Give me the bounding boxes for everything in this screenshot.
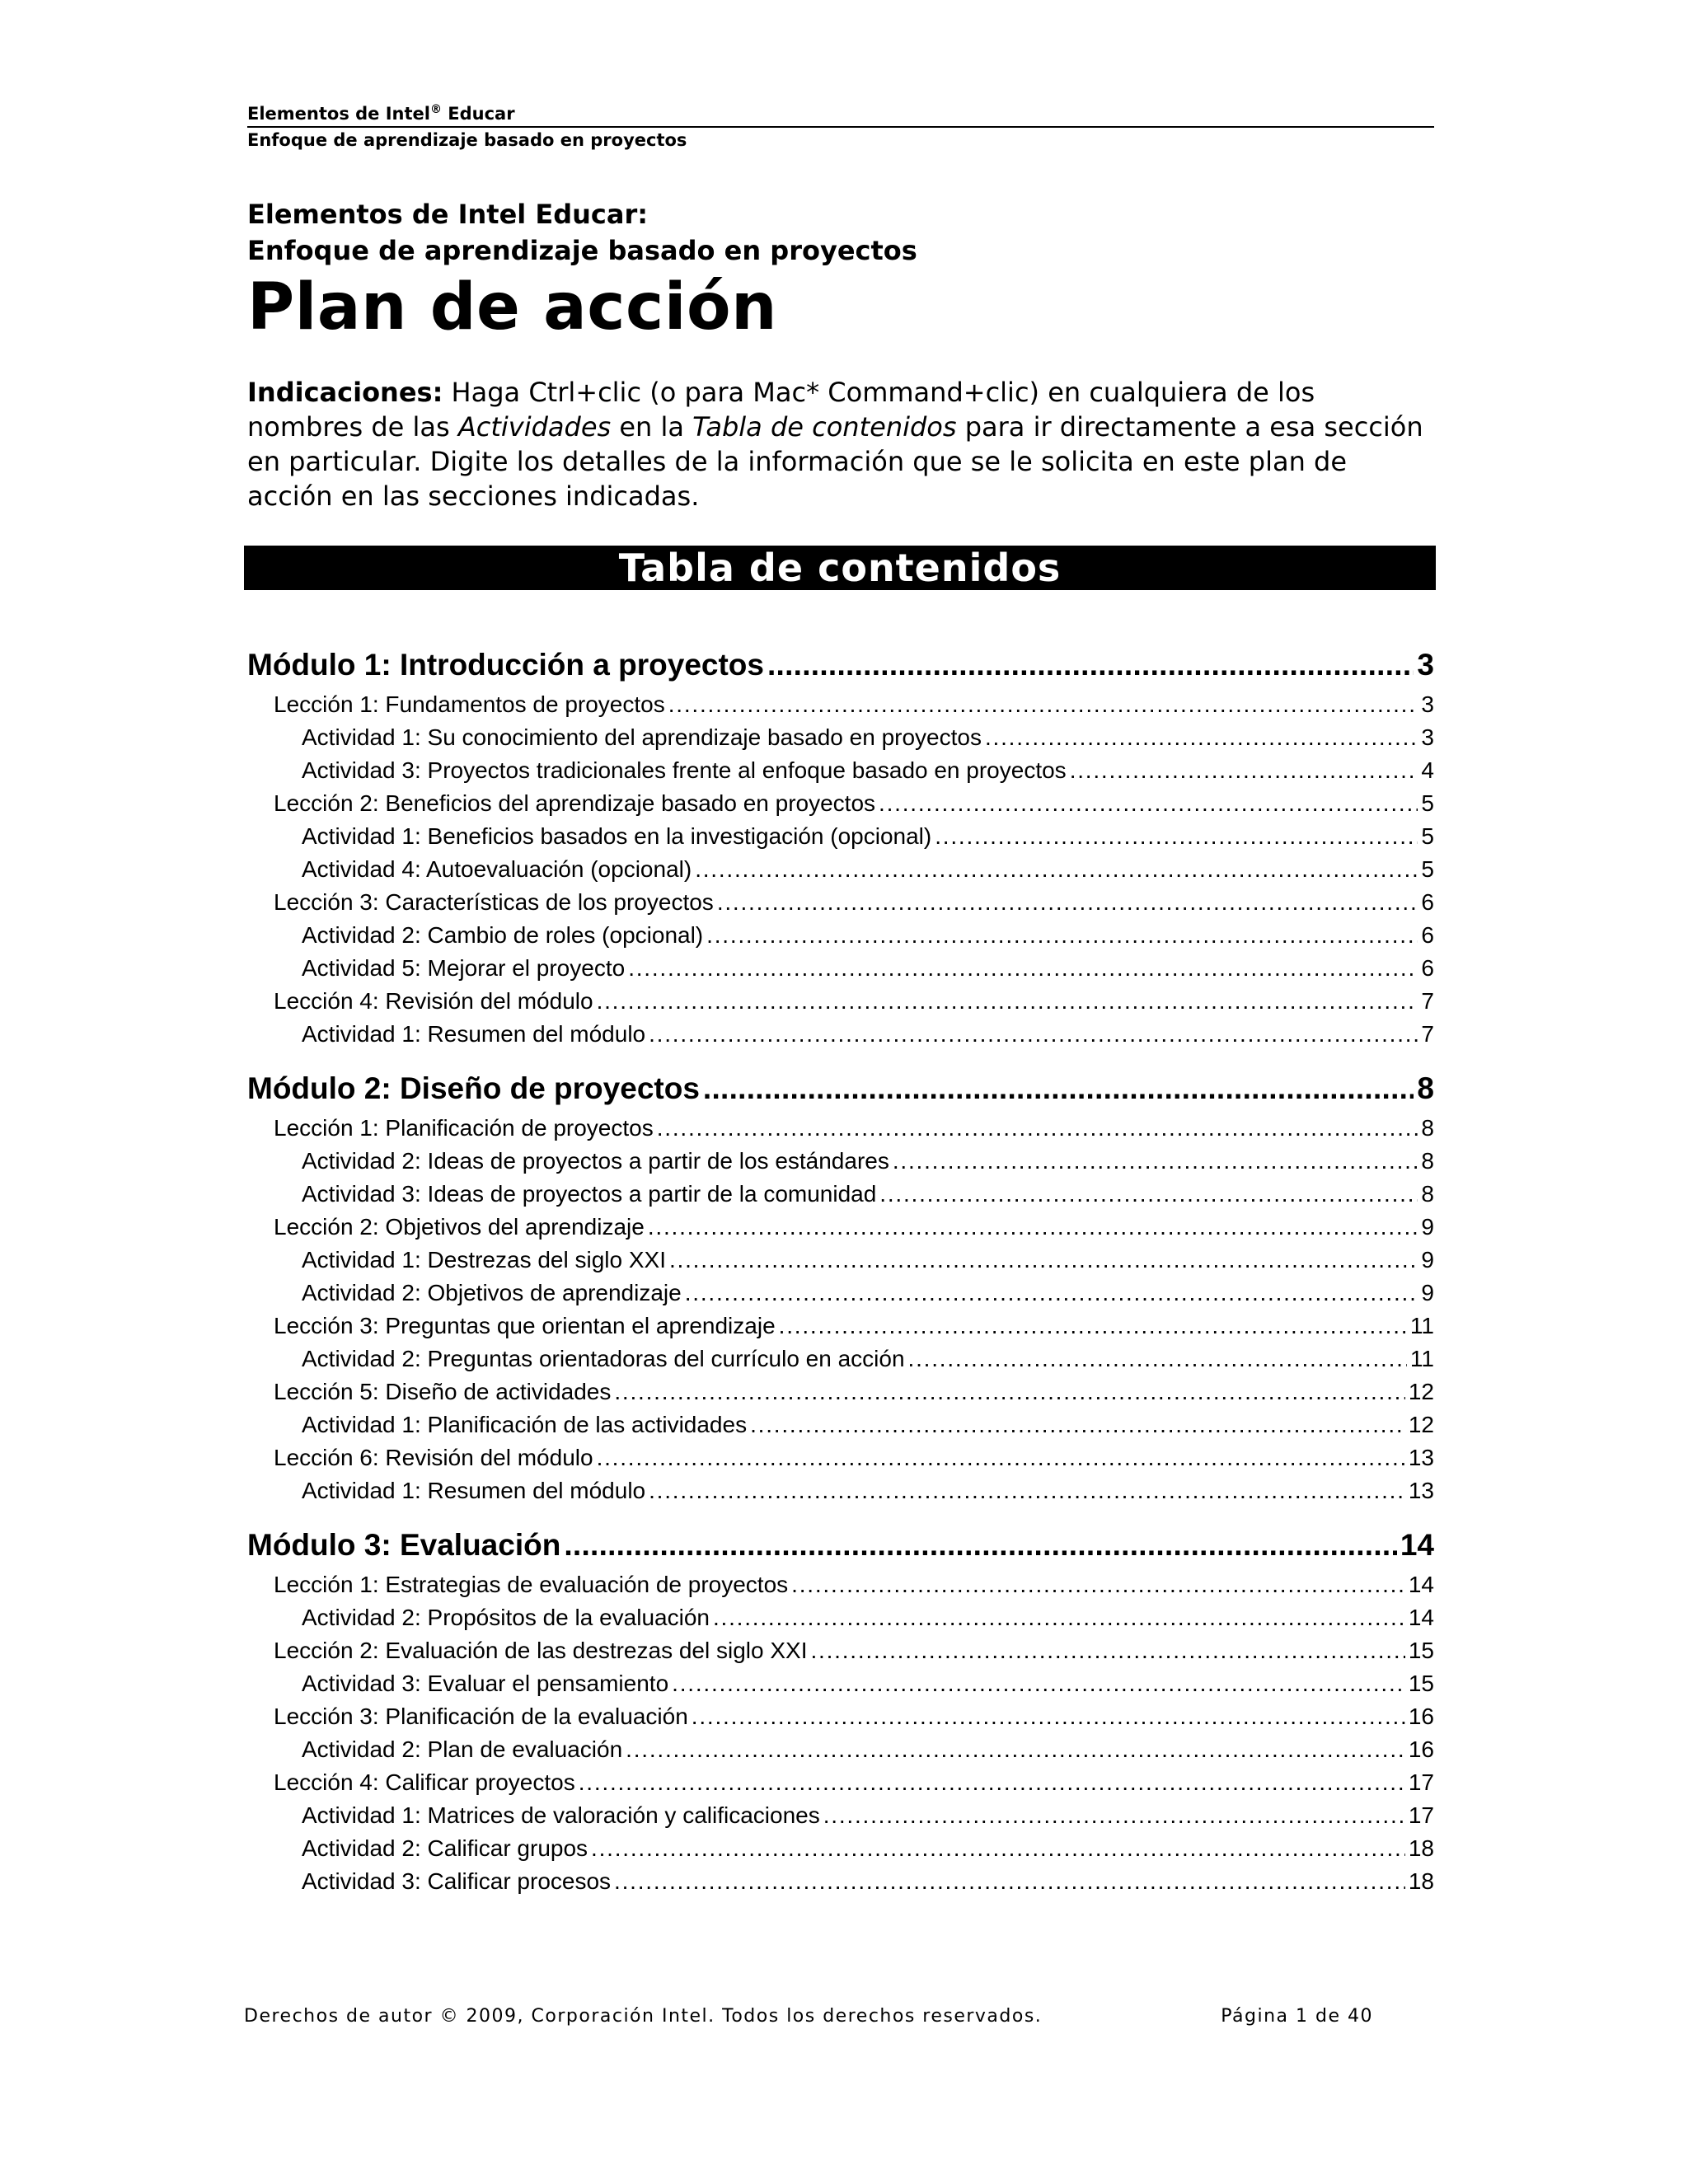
toc-entry-activity[interactable] bbox=[247, 721, 1434, 754]
toc-entry-page[interactable]: 3 bbox=[1417, 648, 1434, 682]
toc-entry-title[interactable]: Actividad 2: Objetivos de aprendizaje bbox=[302, 1280, 682, 1305]
toc-entry-title[interactable]: Actividad 1: Resumen del módulo bbox=[302, 1478, 646, 1503]
toc-entry-activity[interactable] bbox=[247, 1244, 1434, 1277]
toc-entry-page[interactable]: 7 bbox=[1421, 1021, 1434, 1047]
toc-entry-title[interactable]: Actividad 1: Planificación de las actividades bbox=[302, 1412, 748, 1437]
toc-dot-leader bbox=[935, 820, 1418, 853]
toc-dot-leader bbox=[1070, 754, 1418, 787]
toc-dot-leader bbox=[692, 1700, 1405, 1733]
toc-dot-leader bbox=[614, 1865, 1405, 1898]
toc-entry-lesson[interactable] bbox=[247, 688, 1434, 721]
toc-entry-activity[interactable] bbox=[247, 1018, 1434, 1051]
toc-entry-activity[interactable] bbox=[247, 754, 1434, 787]
toc-dot-leader bbox=[672, 1667, 1405, 1700]
toc-entry-title[interactable]: Actividad 1: Destrezas del siglo XXI bbox=[302, 1247, 666, 1272]
toc-gap bbox=[247, 1051, 1434, 1062]
toc-entry-page[interactable]: 6 bbox=[1421, 922, 1434, 948]
toc-entry-title[interactable]: Actividad 3: Proyectos tradicionales frente al enfoque basado en proyectos bbox=[302, 757, 1067, 783]
toc-entry-page[interactable]: 8 bbox=[1421, 1115, 1434, 1141]
toc-entry-page[interactable]: 14 bbox=[1408, 1605, 1434, 1630]
toc-dot-leader bbox=[591, 1832, 1405, 1865]
toc-entry-lesson[interactable] bbox=[247, 1568, 1434, 1601]
toc-dot-leader bbox=[597, 985, 1418, 1018]
toc-entry-lesson[interactable] bbox=[247, 1766, 1434, 1799]
toc-dot-leader bbox=[706, 919, 1418, 952]
toc-entry-page[interactable]: 9 bbox=[1421, 1247, 1434, 1272]
toc-entry-title[interactable]: Actividad 1: Su conocimiento del aprendizaje basado en proyectos bbox=[302, 724, 982, 750]
running-header-line1: Elementos de Intel® Educar bbox=[247, 103, 515, 124]
toc-entry-lesson[interactable] bbox=[247, 787, 1434, 820]
toc-entry-page[interactable]: 4 bbox=[1421, 757, 1434, 783]
toc-dot-leader bbox=[779, 1310, 1407, 1343]
toc-entry-activity[interactable] bbox=[247, 952, 1434, 985]
toc-entry-activity[interactable] bbox=[247, 1343, 1434, 1376]
toc-entry-lesson[interactable] bbox=[247, 985, 1434, 1018]
title-line1: Elementos de Intel Educar: bbox=[247, 199, 649, 230]
toc-entry-lesson[interactable] bbox=[247, 1441, 1434, 1474]
toc-entry-title[interactable]: Módulo 2: Diseño de proyectos bbox=[247, 1071, 700, 1105]
instructions-label: Indicaciones: bbox=[247, 377, 443, 408]
toc-entry-page[interactable]: 3 bbox=[1421, 724, 1434, 750]
toc-entry-activity[interactable] bbox=[247, 1145, 1434, 1178]
toc-entry-page[interactable]: 11 bbox=[1409, 1346, 1434, 1371]
toc-entry-title[interactable]: Actividad 2: Plan de evaluación bbox=[302, 1736, 623, 1762]
toc-entry-activity[interactable] bbox=[247, 1474, 1434, 1507]
toc-entry-page[interactable]: 11 bbox=[1409, 1313, 1434, 1338]
toc-dot-leader bbox=[767, 642, 1414, 688]
toc-dot-leader bbox=[564, 1522, 1397, 1568]
toc-entry-title[interactable]: Actividad 5: Mejorar el proyecto bbox=[302, 955, 626, 981]
toc-entry-lesson[interactable] bbox=[247, 1376, 1434, 1408]
toc-entry-title[interactable]: Lección 3: Preguntas que orientan el aprendizaje bbox=[274, 1313, 776, 1338]
running-header bbox=[247, 97, 1434, 152]
toc-entry-page[interactable]: 15 bbox=[1408, 1638, 1434, 1663]
toc-dot-leader bbox=[648, 1211, 1418, 1244]
toc-entry-page[interactable]: 7 bbox=[1421, 988, 1434, 1014]
toc-entry-lesson[interactable] bbox=[247, 1112, 1434, 1145]
toc-dot-leader bbox=[811, 1634, 1405, 1667]
toc-entry-title[interactable]: Actividad 1: Beneficios basados en la investigación (opcional) bbox=[302, 823, 932, 849]
toc-entry-activity[interactable] bbox=[247, 1799, 1434, 1832]
toc-entry-title[interactable]: Lección 3: Características de los proyectos bbox=[274, 889, 714, 915]
toc-entry-title[interactable]: Actividad 2: Cambio de roles (opcional) bbox=[302, 922, 704, 948]
toc-entry-title[interactable]: Módulo 1: Introducción a proyectos bbox=[247, 648, 764, 682]
toc-dot-leader bbox=[713, 1601, 1405, 1634]
toc-entry-page[interactable]: 5 bbox=[1421, 790, 1434, 816]
registered-mark: ® bbox=[429, 103, 442, 116]
toc-dot-leader bbox=[908, 1343, 1407, 1376]
toc-entry-page[interactable]: 3 bbox=[1421, 691, 1434, 717]
toc-entry-activity[interactable] bbox=[247, 919, 1434, 952]
toc-dot-leader bbox=[669, 1244, 1418, 1277]
toc-entry-page[interactable]: 17 bbox=[1408, 1769, 1434, 1795]
toc-entry-title[interactable]: Actividad 2: Calificar grupos bbox=[302, 1835, 588, 1861]
toc-entry-title[interactable]: Lección 1: Fundamentos de proyectos bbox=[274, 691, 665, 717]
toc-entry-activity[interactable] bbox=[247, 1832, 1434, 1865]
toc-dot-leader bbox=[597, 1441, 1405, 1474]
toc-entry-page[interactable]: 12 bbox=[1408, 1379, 1434, 1404]
toc-entry-lesson[interactable] bbox=[247, 1700, 1434, 1733]
toc-dot-leader bbox=[893, 1145, 1418, 1178]
toc-dot-leader bbox=[628, 952, 1418, 985]
toc-entry-title[interactable]: Lección 1: Planificación de proyectos bbox=[274, 1115, 654, 1141]
toc-entry-lesson[interactable] bbox=[247, 1211, 1434, 1244]
toc-entry-title[interactable]: Actividad 2: Propósitos de la evaluación bbox=[302, 1605, 710, 1630]
toc-entry-page[interactable]: 6 bbox=[1421, 955, 1434, 981]
toc-entry-title[interactable]: Lección 4: Calificar proyectos bbox=[274, 1769, 575, 1795]
toc-entry-page[interactable]: 6 bbox=[1421, 889, 1434, 915]
toc-entry-lesson[interactable] bbox=[247, 886, 1434, 919]
toc-entry-title[interactable]: Lección 1: Estrategias de evaluación de proyectos bbox=[274, 1572, 789, 1597]
toc-dot-leader bbox=[626, 1733, 1405, 1766]
toc-entry-page[interactable]: 18 bbox=[1408, 1868, 1434, 1894]
toc-entry-page[interactable]: 14 bbox=[1400, 1528, 1434, 1562]
toc-entry-page[interactable]: 12 bbox=[1408, 1412, 1434, 1437]
toc-entry-page[interactable]: 8 bbox=[1417, 1071, 1434, 1105]
page-number: Página 1 de 40 bbox=[1221, 2006, 1373, 2027]
toc-dot-leader bbox=[579, 1766, 1405, 1799]
toc-entry-page[interactable]: 13 bbox=[1408, 1445, 1434, 1470]
toc-entry-title[interactable]: Lección 4: Revisión del módulo bbox=[274, 988, 593, 1014]
toc-entry-page[interactable]: 5 bbox=[1421, 823, 1434, 849]
toc-entry-title[interactable]: Actividad 3: Calificar procesos bbox=[302, 1868, 612, 1894]
toc-dot-leader bbox=[649, 1018, 1418, 1051]
toc-entry-title[interactable]: Actividad 1: Matrices de valoración y calificaciones bbox=[302, 1802, 820, 1828]
toc-dot-leader bbox=[985, 721, 1418, 754]
toc-entry-page[interactable]: 8 bbox=[1421, 1181, 1434, 1207]
toc-dot-leader bbox=[703, 1066, 1414, 1112]
toc-dot-leader bbox=[750, 1408, 1405, 1441]
toc-entry-page[interactable]: 13 bbox=[1408, 1478, 1434, 1503]
toc-entry-page[interactable]: 9 bbox=[1421, 1214, 1434, 1240]
toc-dot-leader bbox=[823, 1799, 1405, 1832]
title-line2: Enfoque de aprendizaje basado en proyectos bbox=[247, 235, 917, 266]
toc-entry-page[interactable]: 16 bbox=[1408, 1736, 1434, 1762]
toc-dot-leader bbox=[685, 1277, 1418, 1310]
instructions: Indicaciones: Haga Ctrl+clic (o para Mac* Command+clic) en cualquiera de los nombres de las Actividades en la Tabla de contenidos para ir directamente a esa sección en particular. Digite los detalles de la información que se le solicita en este plan de acción en las secciones indicadas. bbox=[247, 377, 1423, 512]
toc-entry-title[interactable]: Lección 2: Beneficios del aprendizaje basado en proyectos bbox=[274, 790, 876, 816]
toc-entry-activity[interactable] bbox=[247, 1667, 1434, 1700]
copyright-notice: Derechos de autor © 2009, Corporación Intel. Todos los derechos reservados. bbox=[244, 2006, 1043, 2027]
toc-entry-title[interactable]: Lección 2: Evaluación de las destrezas del siglo XXI bbox=[274, 1638, 808, 1663]
toc-dot-leader bbox=[791, 1568, 1405, 1601]
toc-dot-leader bbox=[879, 1178, 1418, 1211]
toc-entry-page[interactable]: 14 bbox=[1408, 1572, 1434, 1597]
toc-entry-title[interactable]: Lección 5: Diseño de actividades bbox=[274, 1379, 612, 1404]
toc-entry-title[interactable]: Lección 2: Objetivos del aprendizaje bbox=[274, 1214, 645, 1240]
toc-entry-activity[interactable] bbox=[247, 1733, 1434, 1766]
toc-entry-title[interactable]: Actividad 2: Preguntas orientadoras del currículo en acción bbox=[302, 1346, 905, 1371]
toc-entry-activity[interactable] bbox=[247, 820, 1434, 853]
toc-heading: Tabla de contenidos bbox=[244, 546, 1436, 590]
toc-entry-module[interactable] bbox=[247, 1066, 1434, 1112]
page-title: Plan de acción bbox=[247, 270, 778, 344]
toc-entry-title[interactable]: Actividad 3: Ideas de proyectos a partir de la comunidad bbox=[302, 1181, 877, 1207]
toc-entry-title[interactable]: Módulo 3: Evaluación bbox=[247, 1528, 561, 1562]
toc-entry-title[interactable]: Actividad 4: Autoevaluación (opcional) bbox=[302, 856, 692, 882]
toc-entry-module[interactable] bbox=[247, 642, 1434, 688]
toc-entry-page[interactable]: 15 bbox=[1408, 1671, 1434, 1696]
toc-entry-lesson[interactable] bbox=[247, 1634, 1434, 1667]
toc-dot-leader bbox=[717, 886, 1418, 919]
toc-dot-leader bbox=[668, 688, 1418, 721]
toc-entry-title[interactable]: Lección 3: Planificación de la evaluación bbox=[274, 1704, 688, 1729]
toc-dot-leader bbox=[657, 1112, 1418, 1145]
toc-entry-page[interactable]: 17 bbox=[1408, 1802, 1434, 1828]
table-of-contents bbox=[247, 639, 1434, 1898]
toc-entry-activity[interactable] bbox=[247, 1277, 1434, 1310]
toc-entry-lesson[interactable] bbox=[247, 1310, 1434, 1343]
toc-dot-leader bbox=[879, 787, 1418, 820]
toc-entry-page[interactable]: 8 bbox=[1421, 1148, 1434, 1174]
toc-entry-page[interactable]: 16 bbox=[1408, 1704, 1434, 1729]
toc-entry-activity[interactable] bbox=[247, 1408, 1434, 1441]
toc-dot-leader bbox=[649, 1474, 1405, 1507]
toc-entry-page[interactable]: 9 bbox=[1421, 1280, 1434, 1305]
toc-dot-leader bbox=[695, 853, 1418, 886]
toc-entry-page[interactable]: 18 bbox=[1408, 1835, 1434, 1861]
toc-entry-activity[interactable] bbox=[247, 1601, 1434, 1634]
document-title bbox=[247, 196, 1434, 344]
toc-entry-activity[interactable] bbox=[247, 853, 1434, 886]
running-header-line2: Enfoque de aprendizaje basado en proyectos bbox=[247, 126, 1434, 152]
toc-entry-title[interactable]: Actividad 2: Ideas de proyectos a partir de los estándares bbox=[302, 1148, 889, 1174]
toc-gap bbox=[247, 1507, 1434, 1519]
toc-entry-title[interactable]: Lección 6: Revisión del módulo bbox=[274, 1445, 593, 1470]
toc-entry-activity[interactable] bbox=[247, 1865, 1434, 1898]
toc-entry-title[interactable]: Actividad 1: Resumen del módulo bbox=[302, 1021, 646, 1047]
toc-entry-activity[interactable] bbox=[247, 1178, 1434, 1211]
toc-dot-leader bbox=[614, 1376, 1404, 1408]
page-footer bbox=[244, 2004, 1373, 2029]
toc-entry-page[interactable]: 5 bbox=[1421, 856, 1434, 882]
toc-entry-title[interactable]: Actividad 3: Evaluar el pensamiento bbox=[302, 1671, 669, 1696]
toc-entry-module[interactable] bbox=[247, 1522, 1434, 1568]
